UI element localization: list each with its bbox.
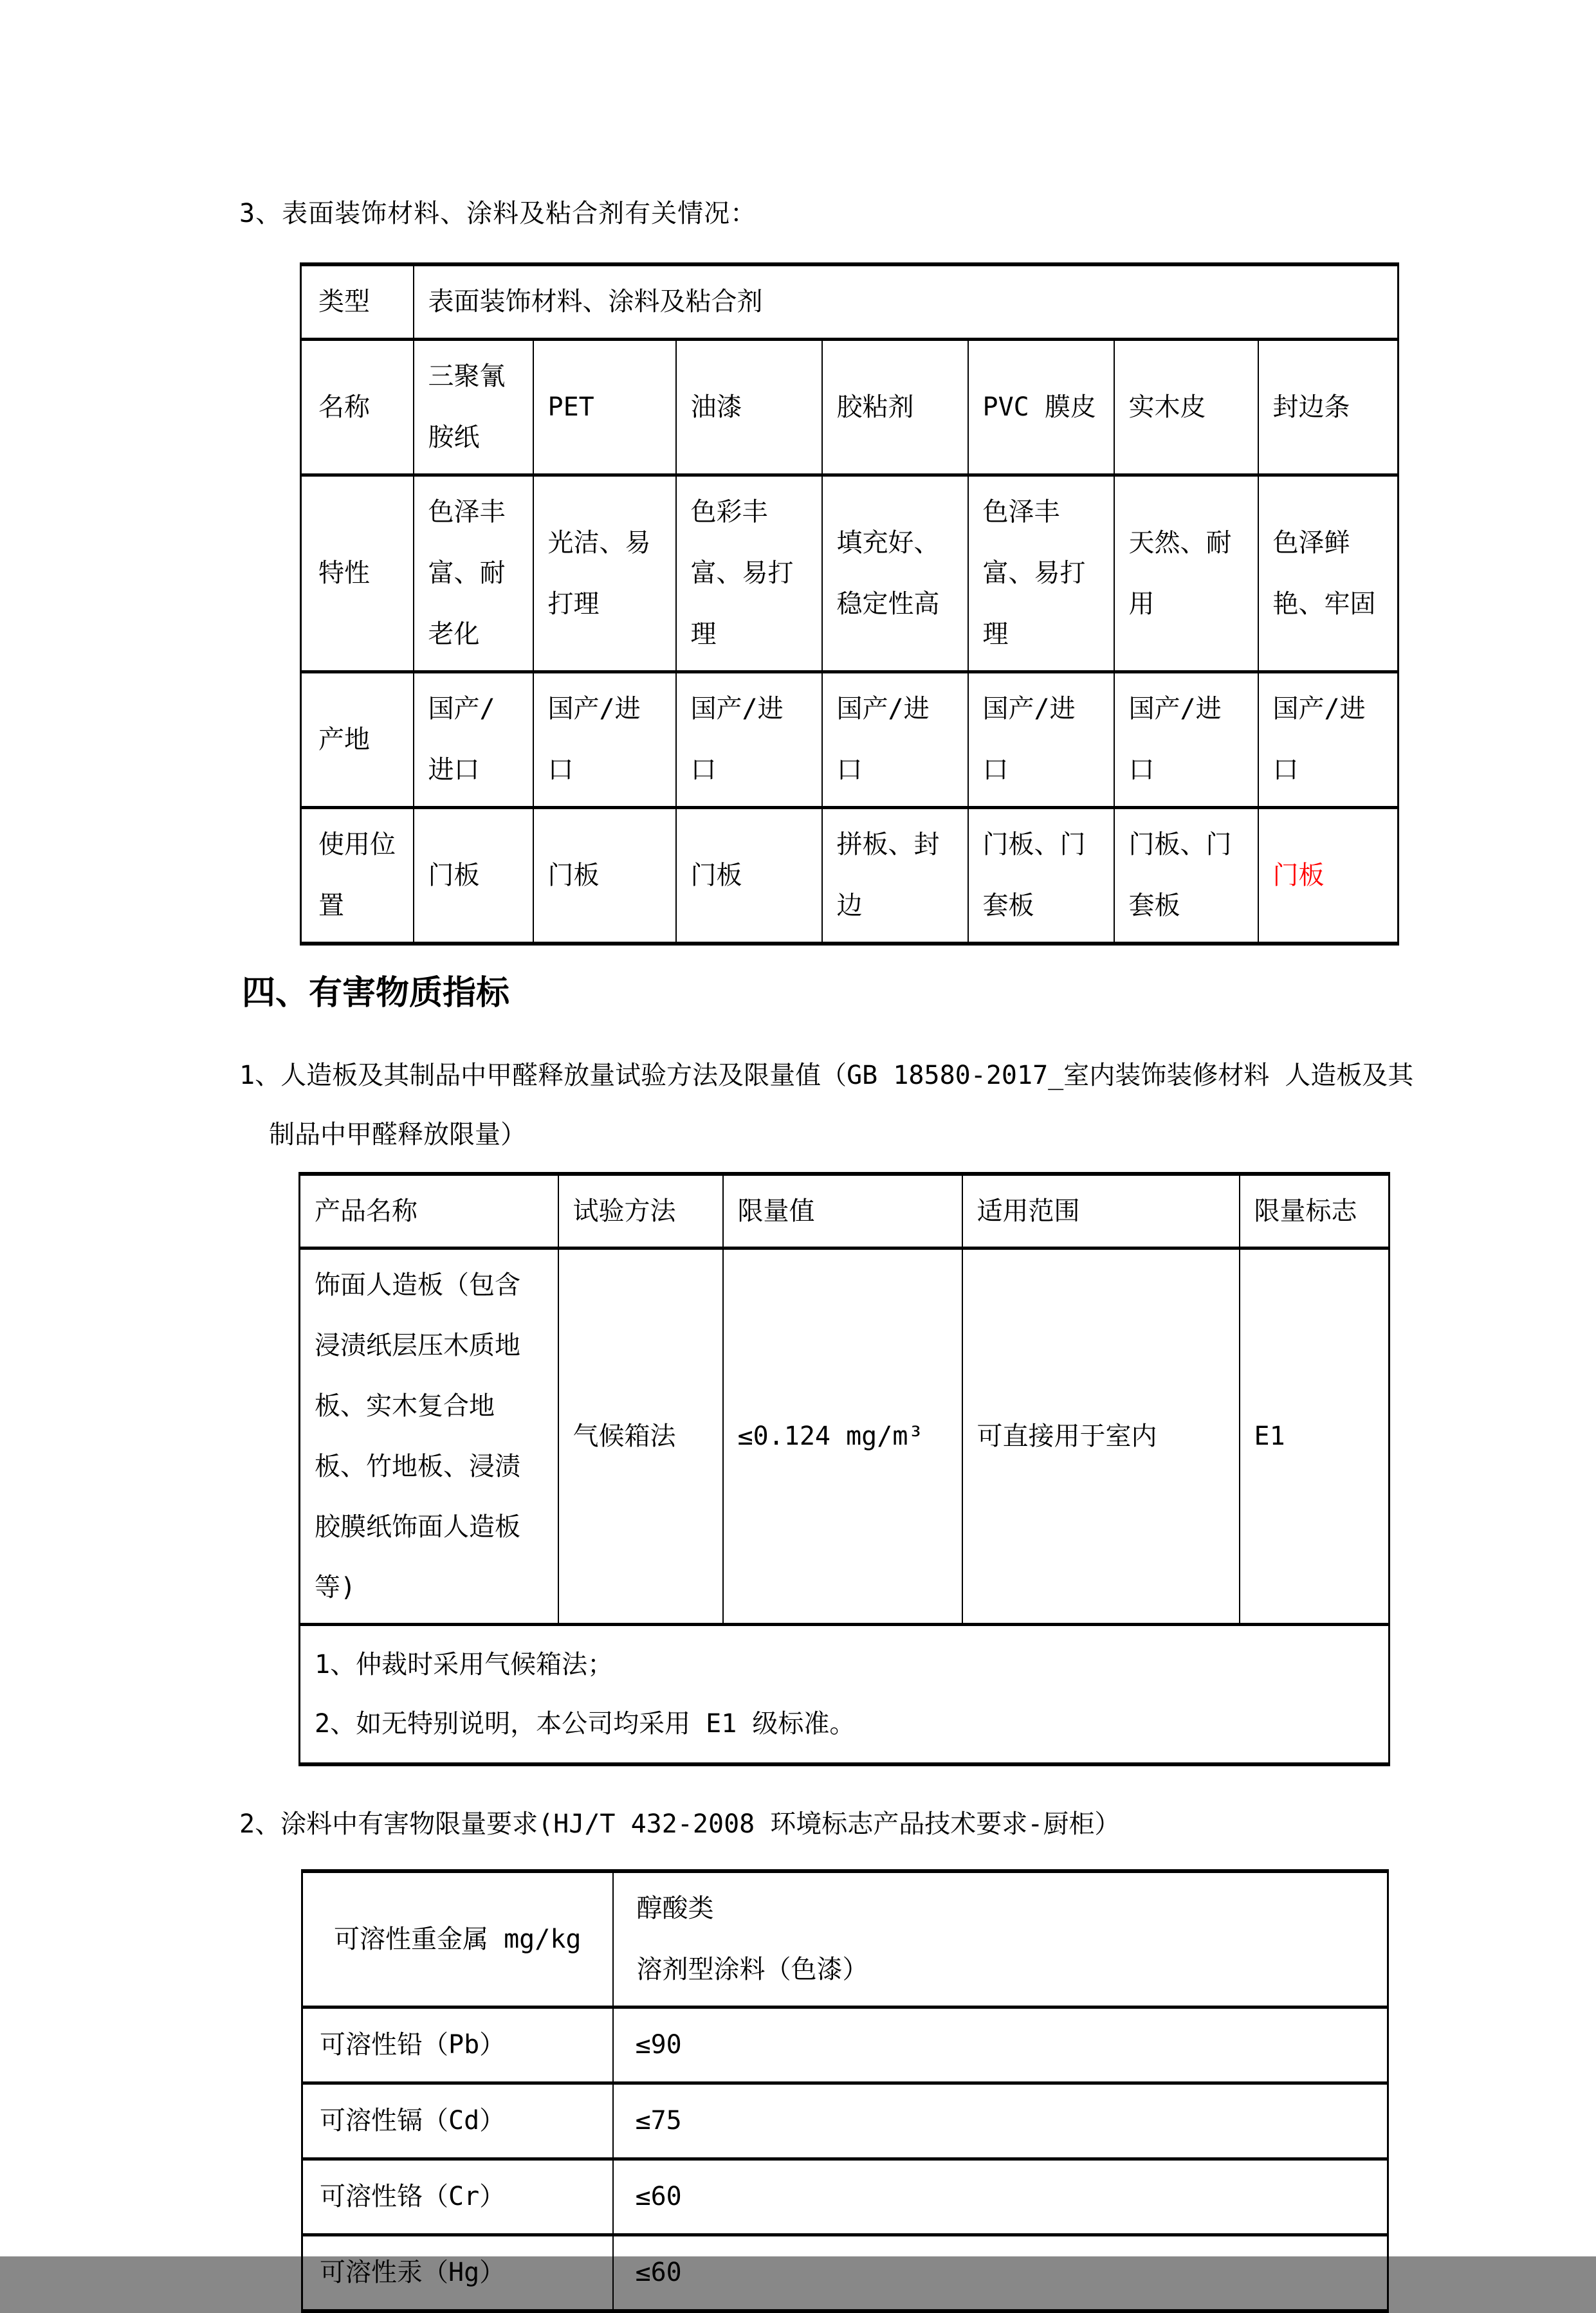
table-row-type bbox=[301, 264, 1399, 340]
origin-cell: 国产/进口 bbox=[822, 672, 968, 808]
origin-cell: 国产/进口 bbox=[1114, 672, 1258, 808]
table-row-origin bbox=[301, 672, 1399, 808]
position-cell: 门板、门套板 bbox=[968, 808, 1114, 944]
table-row-position bbox=[301, 808, 1399, 944]
table-row-feature bbox=[301, 475, 1399, 672]
table3-row-chromium bbox=[302, 2159, 1388, 2235]
origin-cell: 国产/进口 bbox=[533, 672, 676, 808]
feature-cell: 色泽丰富、耐老化 bbox=[414, 475, 533, 672]
paint-type-line-1: 醇酸类 bbox=[636, 1894, 714, 1923]
table2-data-row bbox=[300, 1248, 1390, 1625]
heavy-metal-header-cell: 可溶性重金属 mg/kg bbox=[302, 1871, 613, 2007]
origin-cell: 国产/进口 bbox=[414, 672, 533, 808]
table2-header-row bbox=[300, 1174, 1390, 1248]
formaldehyde-limit-table bbox=[298, 1172, 1390, 1766]
name-cell: 实木皮 bbox=[1114, 340, 1258, 475]
col-header-limit: 限量值 bbox=[723, 1174, 962, 1248]
row-label-origin: 产地 bbox=[301, 672, 414, 808]
metal-name-cell: 可溶性汞（Hg） bbox=[302, 2235, 613, 2311]
test-method-cell: 气候箱法 bbox=[558, 1248, 723, 1625]
metal-limit-cell: ≤90 bbox=[613, 2007, 1388, 2083]
name-cell: 油漆 bbox=[676, 340, 822, 475]
feature-cell: 色泽丰富、易打理 bbox=[968, 475, 1114, 672]
name-cell: 胶粘剂 bbox=[822, 340, 968, 475]
item-2-paragraph: 2、涂料中有害物限量要求(HJ/T 432-2008 环境标志产品技术要求-厨柜） bbox=[239, 1809, 1121, 1839]
note-line-2: 2、如无特别说明，本公司均采用 E1 级标准。 bbox=[315, 1709, 856, 1739]
metal-limit-cell: ≤60 bbox=[613, 2235, 1388, 2311]
position-cell: 门板 bbox=[676, 808, 822, 944]
table3-header-row bbox=[302, 1871, 1388, 2007]
table3-row-cadmium bbox=[302, 2083, 1388, 2159]
origin-cell: 国产/进口 bbox=[968, 672, 1114, 808]
position-cell: 门板、门套板 bbox=[1114, 808, 1258, 944]
name-cell: PET bbox=[533, 340, 676, 475]
col-header-method: 试验方法 bbox=[558, 1174, 723, 1248]
position-cell: 门板 bbox=[533, 808, 676, 944]
col-header-scope: 适用范围 bbox=[962, 1174, 1240, 1248]
metal-limit-cell: ≤60 bbox=[613, 2159, 1388, 2235]
mark-cell: E1 bbox=[1240, 1248, 1390, 1625]
paint-type-header-cell bbox=[613, 1871, 1388, 2007]
feature-cell: 色彩丰富、易打理 bbox=[676, 475, 822, 672]
name-cell: 三聚氰胺纸 bbox=[414, 340, 533, 475]
item-1-line-2: 制品中甲醛释放限量） bbox=[269, 1120, 526, 1149]
notes-cell bbox=[300, 1625, 1390, 1765]
note-line-1: 1、仲裁时采用气候箱法； bbox=[315, 1650, 614, 1679]
type-value-cell: 表面装饰材料、涂料及粘合剂 bbox=[414, 264, 1399, 340]
feature-cell: 光洁、易打理 bbox=[533, 475, 676, 672]
row-label-type: 类型 bbox=[301, 264, 414, 340]
metal-name-cell: 可溶性铅（Pb） bbox=[302, 2007, 613, 2083]
feature-cell: 填充好、稳定性高 bbox=[822, 475, 968, 672]
metal-name-cell: 可溶性铬（Cr） bbox=[302, 2159, 613, 2235]
feature-cell: 天然、耐用 bbox=[1114, 475, 1258, 672]
name-cell: 封边条 bbox=[1258, 340, 1399, 475]
position-cell-highlighted: 门板 bbox=[1258, 808, 1399, 944]
position-cell: 门板 bbox=[414, 808, 533, 944]
feature-cell: 色泽鲜艳、牢固 bbox=[1258, 475, 1399, 672]
table3-row-lead bbox=[302, 2007, 1388, 2083]
paint-type-line-2: 溶剂型涂料（色漆） bbox=[636, 1955, 868, 1984]
table-row-name bbox=[301, 340, 1399, 475]
scope-cell: 可直接用于室内 bbox=[962, 1248, 1240, 1625]
row-label-position: 使用位置 bbox=[301, 808, 414, 944]
item-1-paragraph bbox=[239, 1046, 1506, 1164]
row-label-feature: 特性 bbox=[301, 475, 414, 672]
origin-cell: 国产/进口 bbox=[1258, 672, 1399, 808]
limit-value-cell: ≤0.124 mg/m³ bbox=[723, 1248, 962, 1625]
table2-notes-row bbox=[300, 1625, 1390, 1765]
col-header-mark: 限量标志 bbox=[1240, 1174, 1390, 1248]
row-label-name: 名称 bbox=[301, 340, 414, 475]
position-cell: 拼板、封边 bbox=[822, 808, 968, 944]
product-name-cell: 饰面人造板（包含浸渍纸层压木质地板、实木复合地板、竹地板、浸渍胶膜纸饰面人造板等) bbox=[300, 1248, 558, 1625]
section-3-title: 3、表面装饰材料、涂料及粘合剂有关情况： bbox=[239, 199, 757, 228]
metal-name-cell: 可溶性镉（Cd） bbox=[302, 2083, 613, 2159]
col-header-product: 产品名称 bbox=[300, 1174, 558, 1248]
surface-materials-table bbox=[300, 262, 1399, 946]
origin-cell: 国产/进口 bbox=[676, 672, 822, 808]
name-cell: PVC 膜皮 bbox=[968, 340, 1114, 475]
metal-limit-cell: ≤75 bbox=[613, 2083, 1388, 2159]
section-4-heading: 四、有害物质指标 bbox=[242, 974, 510, 1012]
table3-row-mercury bbox=[302, 2235, 1388, 2311]
coating-heavy-metal-table bbox=[301, 1869, 1389, 2313]
item-1-line-1: 1、人造板及其制品中甲醛释放量试验方法及限量值（GB 18580-2017_室内装饰装修材料 人造板及其 bbox=[239, 1061, 1414, 1090]
